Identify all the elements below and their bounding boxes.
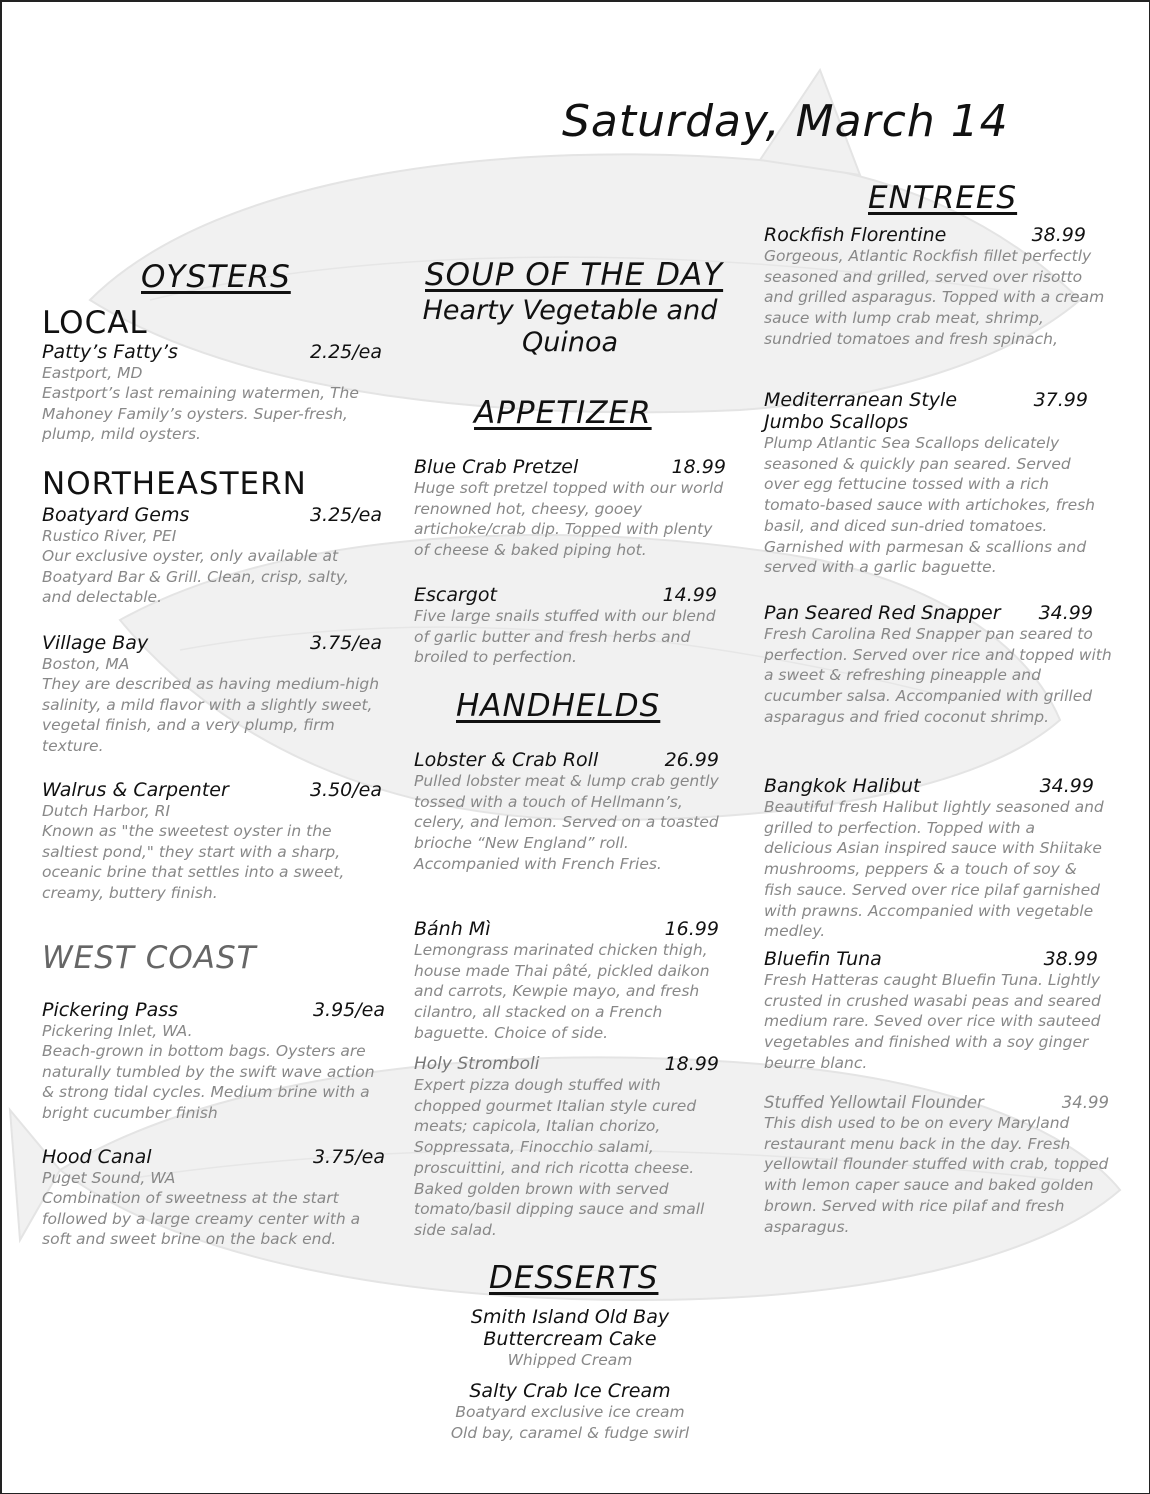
item-price: 14.99 bbox=[662, 584, 717, 606]
item-name: Hood Canal bbox=[42, 1146, 152, 1168]
soup-name bbox=[410, 295, 730, 359]
item-price: 26.99 bbox=[664, 749, 719, 771]
item-price: 3.25/ea bbox=[309, 504, 382, 526]
item-name: Walrus & Carpenter bbox=[42, 779, 229, 801]
item-price: 3.75/ea bbox=[309, 632, 382, 654]
dessert-item bbox=[420, 1380, 720, 1443]
item-description: Plump Atlantic Sea Scallops delicately seasoned & quickly pan seared. Served over egg fettucine tossed with a rich tomato-based sauce with artichokes, fresh basil, and diced sun-dried tomatoes. Garnished with parmesan & scallions and served with a garlic baguette. bbox=[764, 434, 1096, 577]
item-origin: Rustico River, PEI bbox=[42, 527, 177, 545]
menu-date: Saturday, March 14 bbox=[562, 96, 1009, 147]
menu-item bbox=[42, 341, 382, 445]
item-price: 34.99 bbox=[1038, 602, 1093, 624]
item-description: Fresh Carolina Red Snapper pan seared to perfection. Served over rice and topped with a sweet & refreshing pineapple and cucumber salsa. Accompanied with grilled asparagus and fried coconut shrimp. bbox=[764, 625, 1112, 726]
dessert-description: Boatyard exclusive ice cream bbox=[455, 1403, 685, 1421]
dessert-name-cont: Buttercream Cake bbox=[483, 1328, 657, 1350]
menu-item bbox=[414, 456, 726, 561]
dessert-name: Smith Island Old Bay bbox=[470, 1306, 670, 1328]
dessert-description: Whipped Cream bbox=[507, 1351, 633, 1369]
entrees-heading: ENTREES bbox=[868, 180, 1018, 216]
item-price: 2.25/ea bbox=[309, 341, 382, 363]
item-origin: Pickering Inlet, WA. bbox=[42, 1022, 193, 1040]
northeastern-heading: NORTHEASTERN bbox=[42, 466, 307, 502]
menu-item bbox=[414, 584, 732, 668]
item-price: 34.99 bbox=[1039, 775, 1094, 797]
item-price: 3.95/ea bbox=[312, 999, 385, 1021]
menu-item bbox=[764, 948, 1114, 1074]
item-price: 34.99 bbox=[1061, 1093, 1109, 1112]
menu-item bbox=[764, 602, 1118, 728]
menu-item bbox=[42, 999, 385, 1124]
item-name: Bánh Mì bbox=[414, 918, 491, 940]
menu-item bbox=[414, 749, 719, 875]
item-name: Holy Stromboli bbox=[414, 1054, 540, 1074]
item-description: Combination of sweetness at the start followed by a large creamy center with a soft and sweet brine on the back end. bbox=[42, 1189, 361, 1249]
item-description: Pulled lobster meat & lump crab gently tossed with a touch of Hellmann’s, celery, and lemon. Served on a toasted brioche “New England” roll. Accompanied with French Fries. bbox=[414, 772, 719, 873]
item-origin: Puget Sound, WA bbox=[42, 1169, 176, 1187]
item-price: 38.99 bbox=[1043, 948, 1098, 970]
menu-item bbox=[414, 1053, 726, 1241]
item-name: Mediterranean Style bbox=[764, 389, 958, 411]
item-description: Known as "the sweetest oyster in the saltiest pond," they start with a sharp, oceanic brine that settles into a sweet, creamy, buttery finish. bbox=[42, 822, 345, 903]
item-description: Beach-grown in bottom bags. Oysters are naturally tumbled by the swift wave action & strong tidal cycles. Medium brine with a bright cucumber finish bbox=[42, 1042, 375, 1123]
item-origin: Dutch Harbor, RI bbox=[42, 802, 171, 820]
item-name: Pan Seared Red Snapper bbox=[764, 602, 1001, 624]
item-name: Escargot bbox=[414, 584, 497, 606]
item-description: Fresh Hatteras caught Bluefin Tuna. Lightly crusted in crushed wasabi peas and seared medium rare. Seved over rice with sauteed vegetables and finished with a soy ginger beurre blanc. bbox=[764, 971, 1101, 1072]
item-description: Lemongrass marinated chicken thigh, house made Thai pâté, pickled daikon and carrots, Kewpie mayo, and fresh cilantro, all stacked on a French baguette. Choice of side. bbox=[414, 941, 710, 1042]
item-name-cont: Jumbo Scallops bbox=[764, 411, 909, 433]
menu-item bbox=[42, 779, 382, 904]
item-description: Expert pizza dough stuffed with chopped gourmet Italian style cured meats; capicola, Italian chorizo, Soppressata, Finocchio salami, proscuittini, and rich ricotta cheese. Baked golden brown with served tomato/basil dipping sauce and small side salad. bbox=[414, 1076, 705, 1239]
menu-item bbox=[764, 775, 1104, 942]
dessert-name: Salty Crab Ice Cream bbox=[469, 1380, 671, 1402]
appetizer-heading: APPETIZER bbox=[474, 395, 652, 431]
item-origin: Boston, MA bbox=[42, 655, 130, 673]
item-name: Village Bay bbox=[42, 632, 149, 654]
dessert-description-cont: Old bay, caramel & fudge swirl bbox=[450, 1423, 690, 1442]
menu-item bbox=[764, 224, 1116, 350]
local-heading: LOCAL bbox=[42, 305, 148, 341]
menu-item bbox=[42, 632, 382, 757]
desserts-heading: DESSERTS bbox=[489, 1260, 659, 1296]
oysters-heading: OYSTERS bbox=[141, 259, 291, 295]
item-price: 38.99 bbox=[1031, 224, 1086, 246]
soup-line-1: Hearty Vegetable and bbox=[422, 295, 718, 326]
handhelds-heading: HANDHELDS bbox=[456, 688, 661, 724]
soup-heading: SOUP OF THE DAY bbox=[425, 257, 724, 293]
item-price: 3.75/ea bbox=[312, 1146, 385, 1168]
item-name: Patty’s Fatty’s bbox=[42, 341, 178, 363]
item-origin: Eastport, MD bbox=[42, 364, 143, 382]
item-name: Rockfish Florentine bbox=[764, 224, 947, 246]
item-price: 3.50/ea bbox=[309, 779, 382, 801]
item-name: Bangkok Halibut bbox=[764, 775, 921, 797]
item-price: 18.99 bbox=[664, 1053, 719, 1075]
menu-item bbox=[764, 389, 1104, 578]
item-description: Huge soft pretzel topped with our world renowned hot, cheesy, gooey artichoke/crab dip. Topped with plenty of cheese & baked piping hot. bbox=[414, 479, 724, 560]
menu-item bbox=[42, 1146, 385, 1250]
item-name: Blue Crab Pretzel bbox=[414, 456, 579, 478]
item-description: Gorgeous, Atlantic Rockfish fillet perfectly seasoned and grilled, served over risotto and grilled asparagus. Topped with a cream sauce with lump crab meat, shrimp, sundried tomatoes and fresh spinach, bbox=[764, 247, 1105, 348]
menu-item bbox=[42, 504, 382, 608]
item-name: Boatyard Gems bbox=[42, 504, 190, 526]
item-name: Stuffed Yellowtail Flounder bbox=[764, 1093, 984, 1112]
item-description: Five large snails stuffed with our blend of garlic butter and fresh herbs and broiled to perfection. bbox=[414, 607, 716, 667]
item-price: 37.99 bbox=[1033, 389, 1088, 411]
item-name: Pickering Pass bbox=[42, 999, 179, 1021]
item-name: Bluefin Tuna bbox=[764, 948, 882, 970]
item-description: Beautiful fresh Halibut lightly seasoned and grilled to perfection. Topped with a delicious Asian inspired sauce with Shiitake mushrooms, peppers & a touch of soy & fish sauce. Served over rice pilaf garnished with prawns. Accompanied with vegetable medley. bbox=[764, 798, 1104, 941]
west-coast-heading: WEST COAST bbox=[42, 940, 257, 976]
item-price: 16.99 bbox=[664, 918, 719, 940]
soup-line-2: Quinoa bbox=[521, 327, 619, 358]
item-description: Our exclusive oyster, only available at Boatyard Bar & Grill. Clean, crisp, salty, and delectable. bbox=[42, 547, 349, 607]
item-description: Eastport’s last remaining watermen, The Mahoney Family’s oysters. Super-fresh, plump, mild oysters. bbox=[42, 384, 359, 444]
item-name: Lobster & Crab Roll bbox=[414, 749, 599, 771]
menu-item bbox=[764, 1093, 1109, 1237]
menu-item bbox=[414, 918, 730, 1044]
item-description: This dish used to be on every Maryland restaurant menu back in the day. Fresh yellowtail flounder stuffed with crab, topped with lemon caper sauce and baked golden brown. Served with rice pilaf and fresh asparagus. bbox=[764, 1114, 1109, 1236]
dessert-item bbox=[420, 1306, 720, 1371]
item-description: They are described as having medium-high salinity, a mild flavor with a slightly sweet, vegetal finish, and a very plump, firm texture. bbox=[42, 675, 380, 756]
item-price: 18.99 bbox=[671, 456, 726, 478]
